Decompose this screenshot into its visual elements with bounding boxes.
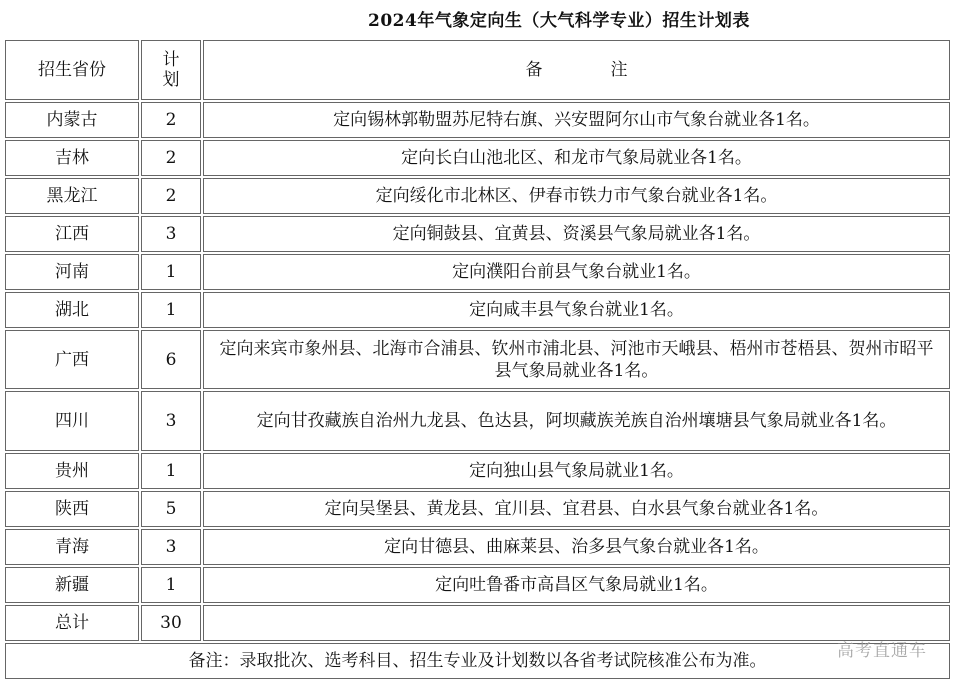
plan-cell: 1 [141, 254, 201, 290]
table-row [5, 102, 950, 138]
table-row [5, 254, 950, 290]
remark-cell: 定向吴堡县、黄龙县、宜川县、宜君县、白水县气象台就业各1名。 [203, 491, 950, 527]
province-cell: 贵州 [5, 453, 139, 489]
watermark: 高考直通车 [837, 641, 927, 661]
remark-cell: 定向锡林郭勒盟苏尼特右旗、兴安盟阿尔山市气象台就业各1名。 [203, 102, 950, 138]
plan-cell: 1 [141, 292, 201, 328]
enrollment-plan-table [3, 38, 952, 681]
table-row [5, 178, 950, 214]
remark-cell: 定向吐鲁番市高昌区气象局就业1名。 [203, 567, 950, 603]
province-cell: 四川 [5, 391, 139, 451]
plan-cell: 2 [141, 102, 201, 138]
province-cell: 新疆 [5, 567, 139, 603]
header-row [5, 40, 950, 100]
header-remark: 备 注 [203, 40, 950, 100]
remark-cell: 定向甘孜藏族自治州九龙县、色达县，阿坝藏族羌族自治州壤塘县气象局就业各1名。 [203, 391, 950, 451]
plan-cell: 2 [141, 140, 201, 176]
total-label-cell: 总计 [5, 605, 139, 641]
remark-cell: 定向来宾市象州县、北海市合浦县、钦州市浦北县、河池市天峨县、梧州市苍梧县、贺州市昭平县气象局就业各1名。 [203, 330, 950, 389]
table-row [5, 140, 950, 176]
province-cell: 江西 [5, 216, 139, 252]
table-row [5, 567, 950, 603]
header-province: 招生省份 [5, 40, 139, 100]
total-row [5, 605, 950, 641]
remark-cell: 定向长白山池北区、和龙市气象局就业各1名。 [203, 140, 950, 176]
table-title: 2024年气象定向生（大气科学专业）招生计划表 [368, 11, 750, 31]
province-cell: 河南 [5, 254, 139, 290]
table-row [5, 453, 950, 489]
plan-cell: 1 [141, 453, 201, 489]
remark-cell: 定向独山县气象局就业1名。 [203, 453, 950, 489]
remark-cell: 定向甘德县、曲麻莱县、治多县气象台就业各1名。 [203, 529, 950, 565]
plan-cell: 3 [141, 529, 201, 565]
table-row [5, 491, 950, 527]
table-row [5, 529, 950, 565]
plan-cell: 3 [141, 216, 201, 252]
plan-cell: 3 [141, 391, 201, 451]
province-cell: 黑龙江 [5, 178, 139, 214]
plan-cell: 6 [141, 330, 201, 389]
province-cell: 广西 [5, 330, 139, 389]
plan-cell: 5 [141, 491, 201, 527]
remark-cell: 定向绥化市北林区、伊春市铁力市气象台就业各1名。 [203, 178, 950, 214]
table-row [5, 216, 950, 252]
remark-cell: 定向铜鼓县、宜黄县、资溪县气象局就业各1名。 [203, 216, 950, 252]
province-cell: 青海 [5, 529, 139, 565]
table-row [5, 292, 950, 328]
province-cell: 湖北 [5, 292, 139, 328]
province-cell: 内蒙古 [5, 102, 139, 138]
table-row [5, 330, 950, 389]
header-plan: 计 划 [141, 40, 201, 100]
province-cell: 陕西 [5, 491, 139, 527]
plan-cell: 1 [141, 567, 201, 603]
footnote-cell: 备注：录取批次、选考科目、招生专业及计划数以各省考试院核准公布为准。 [5, 643, 950, 679]
remark-cell: 定向濮阳台前县气象台就业1名。 [203, 254, 950, 290]
footnote-row [5, 643, 950, 679]
table-row [5, 391, 950, 451]
total-plan-cell: 30 [141, 605, 201, 641]
plan-cell: 2 [141, 178, 201, 214]
remark-cell: 定向咸丰县气象台就业1名。 [203, 292, 950, 328]
province-cell: 吉林 [5, 140, 139, 176]
